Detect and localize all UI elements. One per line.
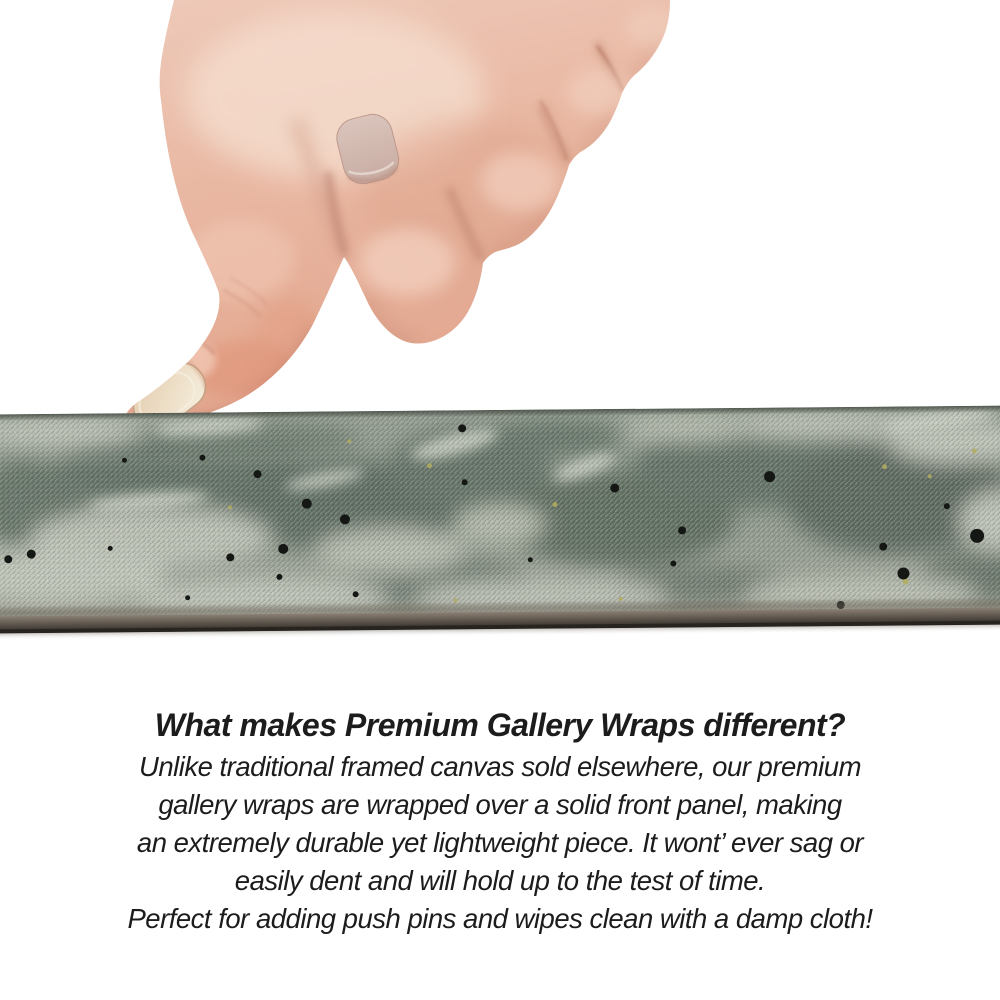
description-line: Perfect for adding push pins and wipes clean with a damp cloth! — [127, 903, 873, 934]
description-line: easily dent and will hold up to the test of time. — [234, 865, 766, 896]
description-line: an extremely durable yet lightweight piece. It wont’ ever sag or — [136, 827, 864, 858]
canvas-texture — [0, 406, 1000, 641]
description-block — [0, 704, 1000, 938]
description-line: gallery wraps are wrapped over a solid front panel, making — [158, 789, 842, 820]
heading: What makes Premium Gallery Wraps different? — [154, 707, 846, 743]
hand-pressing-thumb-photo — [95, 0, 695, 460]
description-line: Unlike traditional framed canvas sold elsewhere, our premium — [138, 751, 861, 782]
canvas-edge-strip — [0, 406, 1000, 641]
